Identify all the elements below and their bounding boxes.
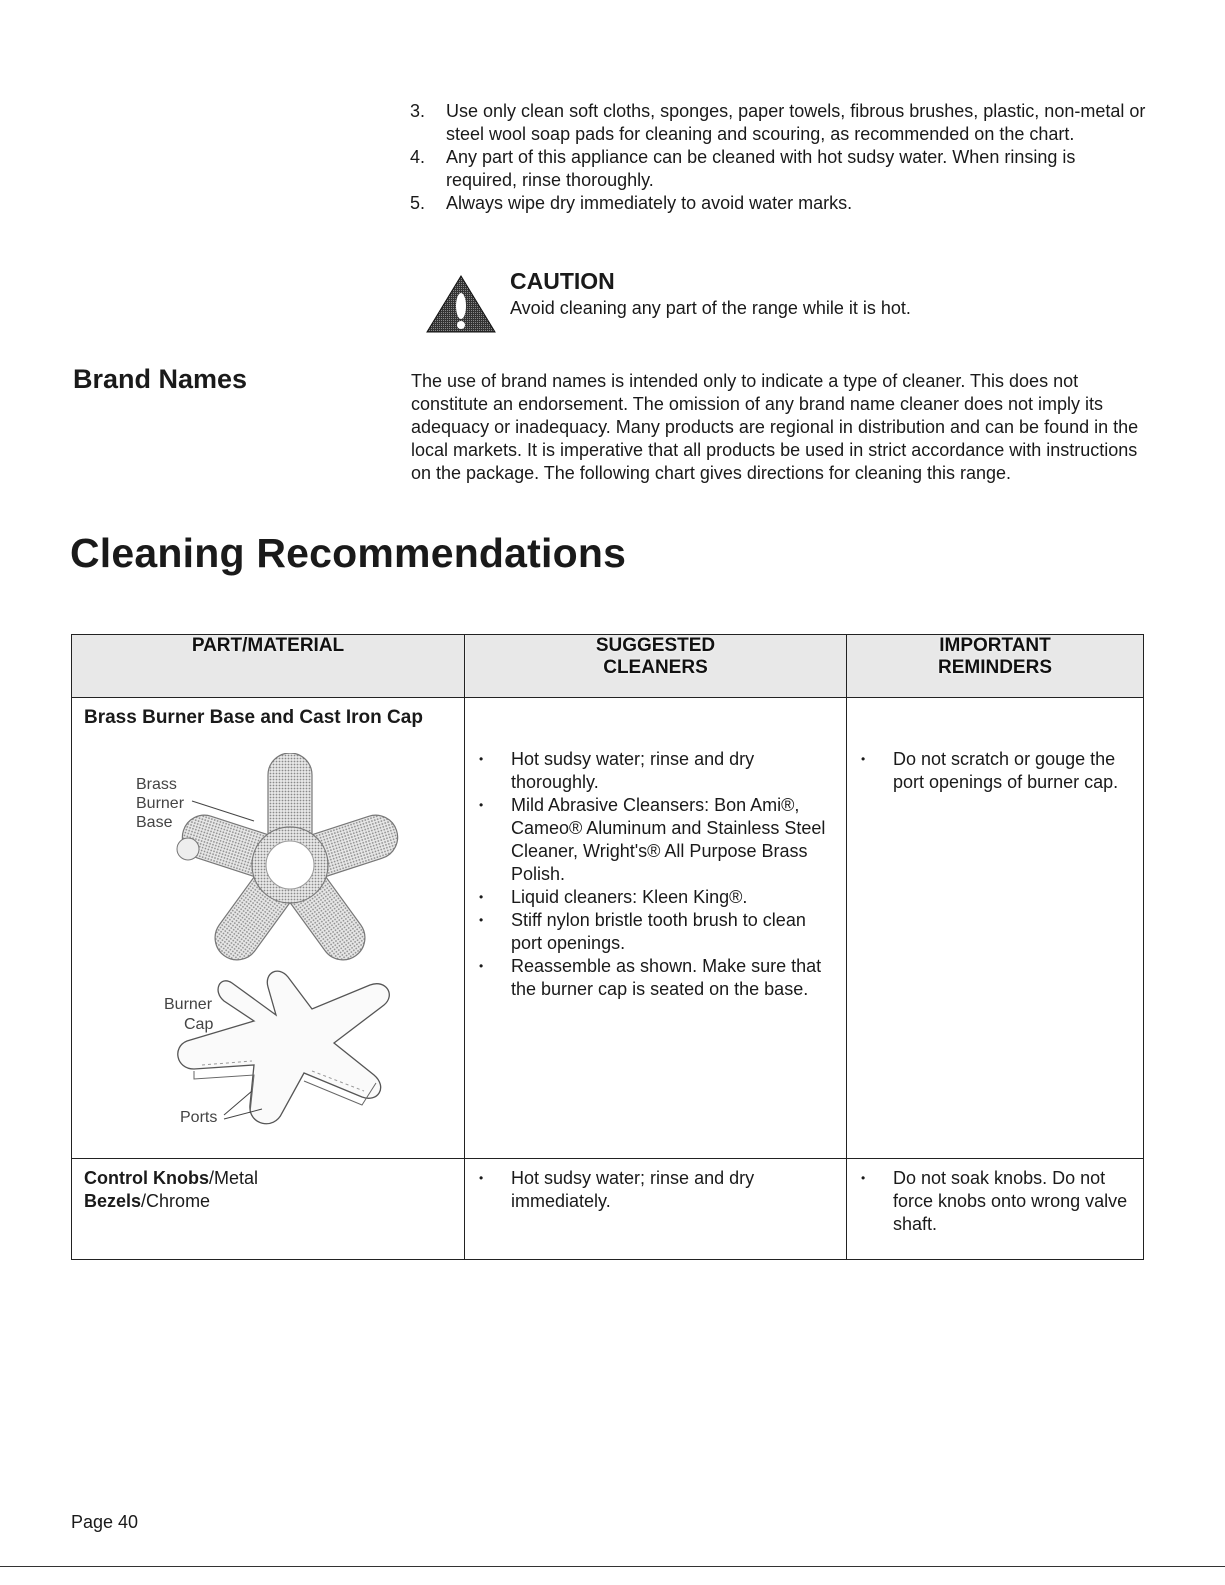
header-label: SUGGESTED — [595, 635, 716, 656]
reminders-cell — [847, 1159, 1144, 1260]
list-item: • Hot sudsy water; rinse and dry thoroughly. — [465, 748, 837, 794]
header-important-reminders — [847, 635, 1144, 698]
list-item: • Mild Abrasive Cleansers: Bon Ami®, Cameo® Aluminum and Stainless Steel Cleaner, Wright's® All Purpose Brass Polish. — [465, 794, 837, 886]
table-header-row — [72, 635, 1144, 698]
caution-text: Avoid cleaning any part of the range while it is hot. — [510, 298, 911, 318]
figure-label: Brass — [136, 776, 177, 793]
figure-label: Burner — [164, 996, 213, 1013]
header-label: IMPORTANT — [939, 635, 1051, 656]
list-item: • Liquid cleaners: Kleen King®. — [465, 886, 837, 909]
page-number: Page 40 — [71, 1512, 139, 1532]
cleaners-cell — [465, 698, 847, 1159]
part-name-bold: Control Knobs — [84, 1168, 209, 1188]
list-item: • Reassemble as shown. Make sure that the burner cap is seated on the base. — [465, 955, 837, 1001]
cleaning-instructions-list — [410, 100, 1150, 215]
reminders-list — [847, 1167, 1132, 1236]
figure-label: Cap — [184, 1016, 214, 1033]
caution-notice — [425, 266, 1145, 330]
header-label: PART/MATERIAL — [191, 635, 345, 656]
list-text: Any part of this appliance can be cleaned with hot sudsy water. When rinsing is required, rinse thoroughly. — [446, 147, 1076, 190]
table-row — [72, 698, 1144, 1159]
part-name: Brass Burner Base and Cast Iron Cap — [84, 707, 423, 728]
burner-cap-illustration — [164, 971, 389, 1126]
list-item: • Do not scratch or gouge the port openings of burner cap. — [847, 748, 1132, 794]
cleaning-recommendations-table — [71, 634, 1144, 1260]
part-material: /Chrome — [141, 1191, 211, 1211]
list-item: • Hot sudsy water; rinse and dry immediately. — [465, 1167, 795, 1213]
part-line — [84, 1190, 452, 1213]
part-line — [84, 1167, 452, 1190]
header-label: REMINDERS — [937, 657, 1052, 678]
list-item: • Stiff nylon bristle tooth brush to clean port openings. — [465, 909, 837, 955]
list-text: Use only clean soft cloths, sponges, paper towels, fibrous brushes, plastic, non-metal or steel wool soap pads for cleaning and scouring, as recommended on the chart. — [446, 101, 1146, 144]
list-item: • Do not soak knobs. Do not force knobs onto wrong valve shaft. — [847, 1167, 1132, 1236]
list-number: 5. — [410, 193, 426, 213]
list-text: Always wipe dry immediately to avoid water marks. — [446, 193, 853, 213]
brass-burner-base-illustration — [136, 753, 403, 969]
page-title: Cleaning Recommendations — [70, 530, 627, 576]
reminders-cell — [847, 698, 1144, 1159]
brand-names-text: The use of brand names is intended only to indicate a type of cleaner. This does not constitute an endorsement. The omission of any brand name cleaner does not imply its adequacy or inadequacy. Many products are regional in distribution and can be found in the local markets. It is imperative that all products be used in strict accordance with instructions on the package. The following chart gives directions for cleaning this range. — [411, 371, 1139, 483]
header-label: CLEANERS — [603, 657, 708, 678]
cleaners-cell — [465, 1159, 847, 1260]
figure-label: Ports — [180, 1109, 218, 1126]
brand-names-heading: Brand Names — [73, 364, 248, 394]
bottom-divider — [0, 1566, 1225, 1567]
cleaners-list — [465, 748, 837, 1001]
caution-title: CAUTION — [510, 268, 615, 294]
list-number: 3. — [410, 101, 426, 121]
burner-diagram — [112, 753, 432, 1153]
part-material: /Metal — [208, 1168, 259, 1188]
part-cell — [72, 1159, 465, 1260]
reminders-list — [847, 748, 1132, 794]
figure-label: Base — [136, 814, 173, 831]
cleaners-list — [465, 1167, 795, 1213]
list-number: 4. — [410, 147, 426, 167]
part-name-bold: Bezels — [84, 1191, 142, 1211]
figure-label: Burner — [136, 795, 185, 812]
list-item — [410, 100, 1150, 146]
list-item — [410, 146, 1150, 192]
warning-triangle-icon — [425, 274, 497, 334]
part-cell — [72, 698, 465, 1159]
header-part-material — [72, 635, 465, 698]
list-item — [410, 192, 1150, 215]
table-row — [72, 1159, 1144, 1260]
header-suggested-cleaners — [465, 635, 847, 698]
